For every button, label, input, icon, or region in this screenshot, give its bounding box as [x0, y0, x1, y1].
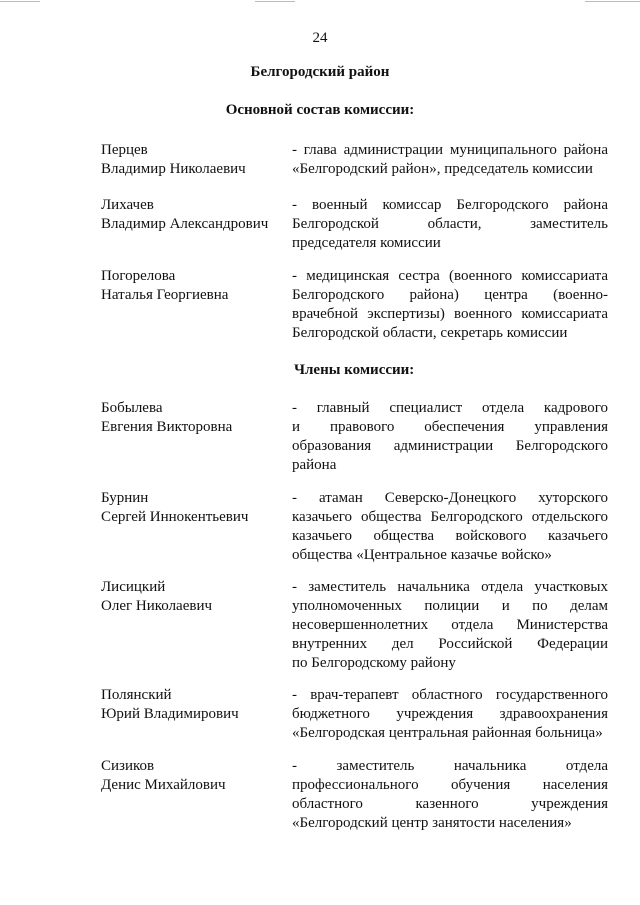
- scan-edge-mark: [585, 1, 640, 2]
- member-surname: Перцев: [101, 142, 148, 158]
- member-given-name: Владимир Николаевич: [101, 161, 246, 177]
- member-name: [101, 489, 281, 527]
- role-line: - главный специалист отдела кадрового: [292, 400, 608, 416]
- member-role: [292, 196, 608, 253]
- role-line: Белгородской области, секретарь комиссии: [292, 325, 568, 341]
- district-title: Белгородский район: [250, 64, 390, 80]
- member-role: [292, 267, 608, 343]
- member-role: [292, 757, 608, 833]
- role-line: по Белгородскому району: [292, 655, 456, 671]
- member-given-name: Сергей Иннокентьевич: [101, 509, 249, 525]
- member-name: [101, 267, 281, 305]
- member-given-name: Евгения Викторовна: [101, 419, 233, 435]
- role-line: казачьего общества Белгородского отдельского: [292, 509, 608, 525]
- member-given-name: Олег Николаевич: [101, 598, 213, 614]
- member-surname: Бобылева: [101, 400, 163, 416]
- member-given-name: Наталья Георгиевна: [101, 287, 229, 303]
- member-name: [101, 196, 281, 234]
- member-role: [292, 141, 608, 179]
- member-given-name: Юрий Владимирович: [101, 706, 239, 722]
- role-line: - врач-терапевт областного государственного: [292, 687, 608, 703]
- role-line: образования администрации Белгородского: [292, 438, 608, 454]
- member-role: [292, 686, 608, 743]
- member-given-name: Владимир Александрович: [101, 216, 269, 232]
- role-line: Белгородской области, заместитель: [292, 216, 608, 232]
- member-name: [101, 757, 281, 795]
- role-line: - заместитель начальника отдела участковых: [292, 579, 608, 595]
- member-surname: Сизиков: [101, 758, 155, 774]
- scan-edge-mark: [0, 1, 40, 2]
- role-line: врачебной экспертизы) военного комиссариата: [292, 306, 608, 322]
- page-number: 24: [312, 30, 328, 46]
- main-composition-title: Основной состав комиссии:: [225, 102, 415, 118]
- role-line: - заместитель начальника отдела: [292, 758, 608, 774]
- role-line: Белгородского района) центра (военно-: [292, 287, 608, 303]
- role-line: областного казенного учреждения: [292, 796, 608, 812]
- role-line: - глава администрации муниципального района: [292, 142, 608, 158]
- member-role: [292, 399, 608, 475]
- member-name: [101, 578, 281, 616]
- role-line: - медицинская сестра (военного комиссариата: [292, 268, 608, 284]
- member-given-name: Денис Михайлович: [101, 777, 226, 793]
- role-line: внутренних дел Российской Федерации: [292, 636, 608, 652]
- member-name: [101, 686, 281, 724]
- role-line: бюджетного учреждения здравоохранения: [292, 706, 608, 722]
- member-name: [101, 141, 281, 179]
- role-line: и правового обеспечения управления: [292, 419, 608, 435]
- role-line: «Белгородский район», председатель комиссии: [292, 161, 593, 177]
- member-surname: Лисицкий: [101, 579, 166, 595]
- role-line: района: [292, 457, 337, 473]
- scan-edge-mark: [255, 1, 295, 2]
- members-title: Члены комиссии:: [294, 362, 415, 378]
- member-role: [292, 578, 608, 673]
- role-line: уполномоченных полиции и по делам: [292, 598, 608, 614]
- member-surname: Бурнин: [101, 490, 149, 506]
- role-line: казачьего общества войскового казачьего: [292, 528, 608, 544]
- role-line: «Белгородская центральная районная больница»: [292, 725, 603, 741]
- member-role: [292, 489, 608, 565]
- role-line: - военный комиссар Белгородского района: [292, 197, 608, 213]
- role-line: «Белгородский центр занятости населения»: [292, 815, 572, 831]
- role-line: несовершеннолетних отдела Министерства: [292, 617, 608, 633]
- role-line: профессионального обучения населения: [292, 777, 608, 793]
- member-surname: Погорелова: [101, 268, 176, 284]
- member-surname: Лихачев: [101, 197, 154, 213]
- member-surname: Полянский: [101, 687, 172, 703]
- role-line: председателя комиссии: [292, 235, 441, 251]
- member-name: [101, 399, 281, 437]
- role-line: - атаман Северско-Донецкого хуторского: [292, 490, 608, 506]
- role-line: общества «Центральное казачье войско»: [292, 547, 552, 563]
